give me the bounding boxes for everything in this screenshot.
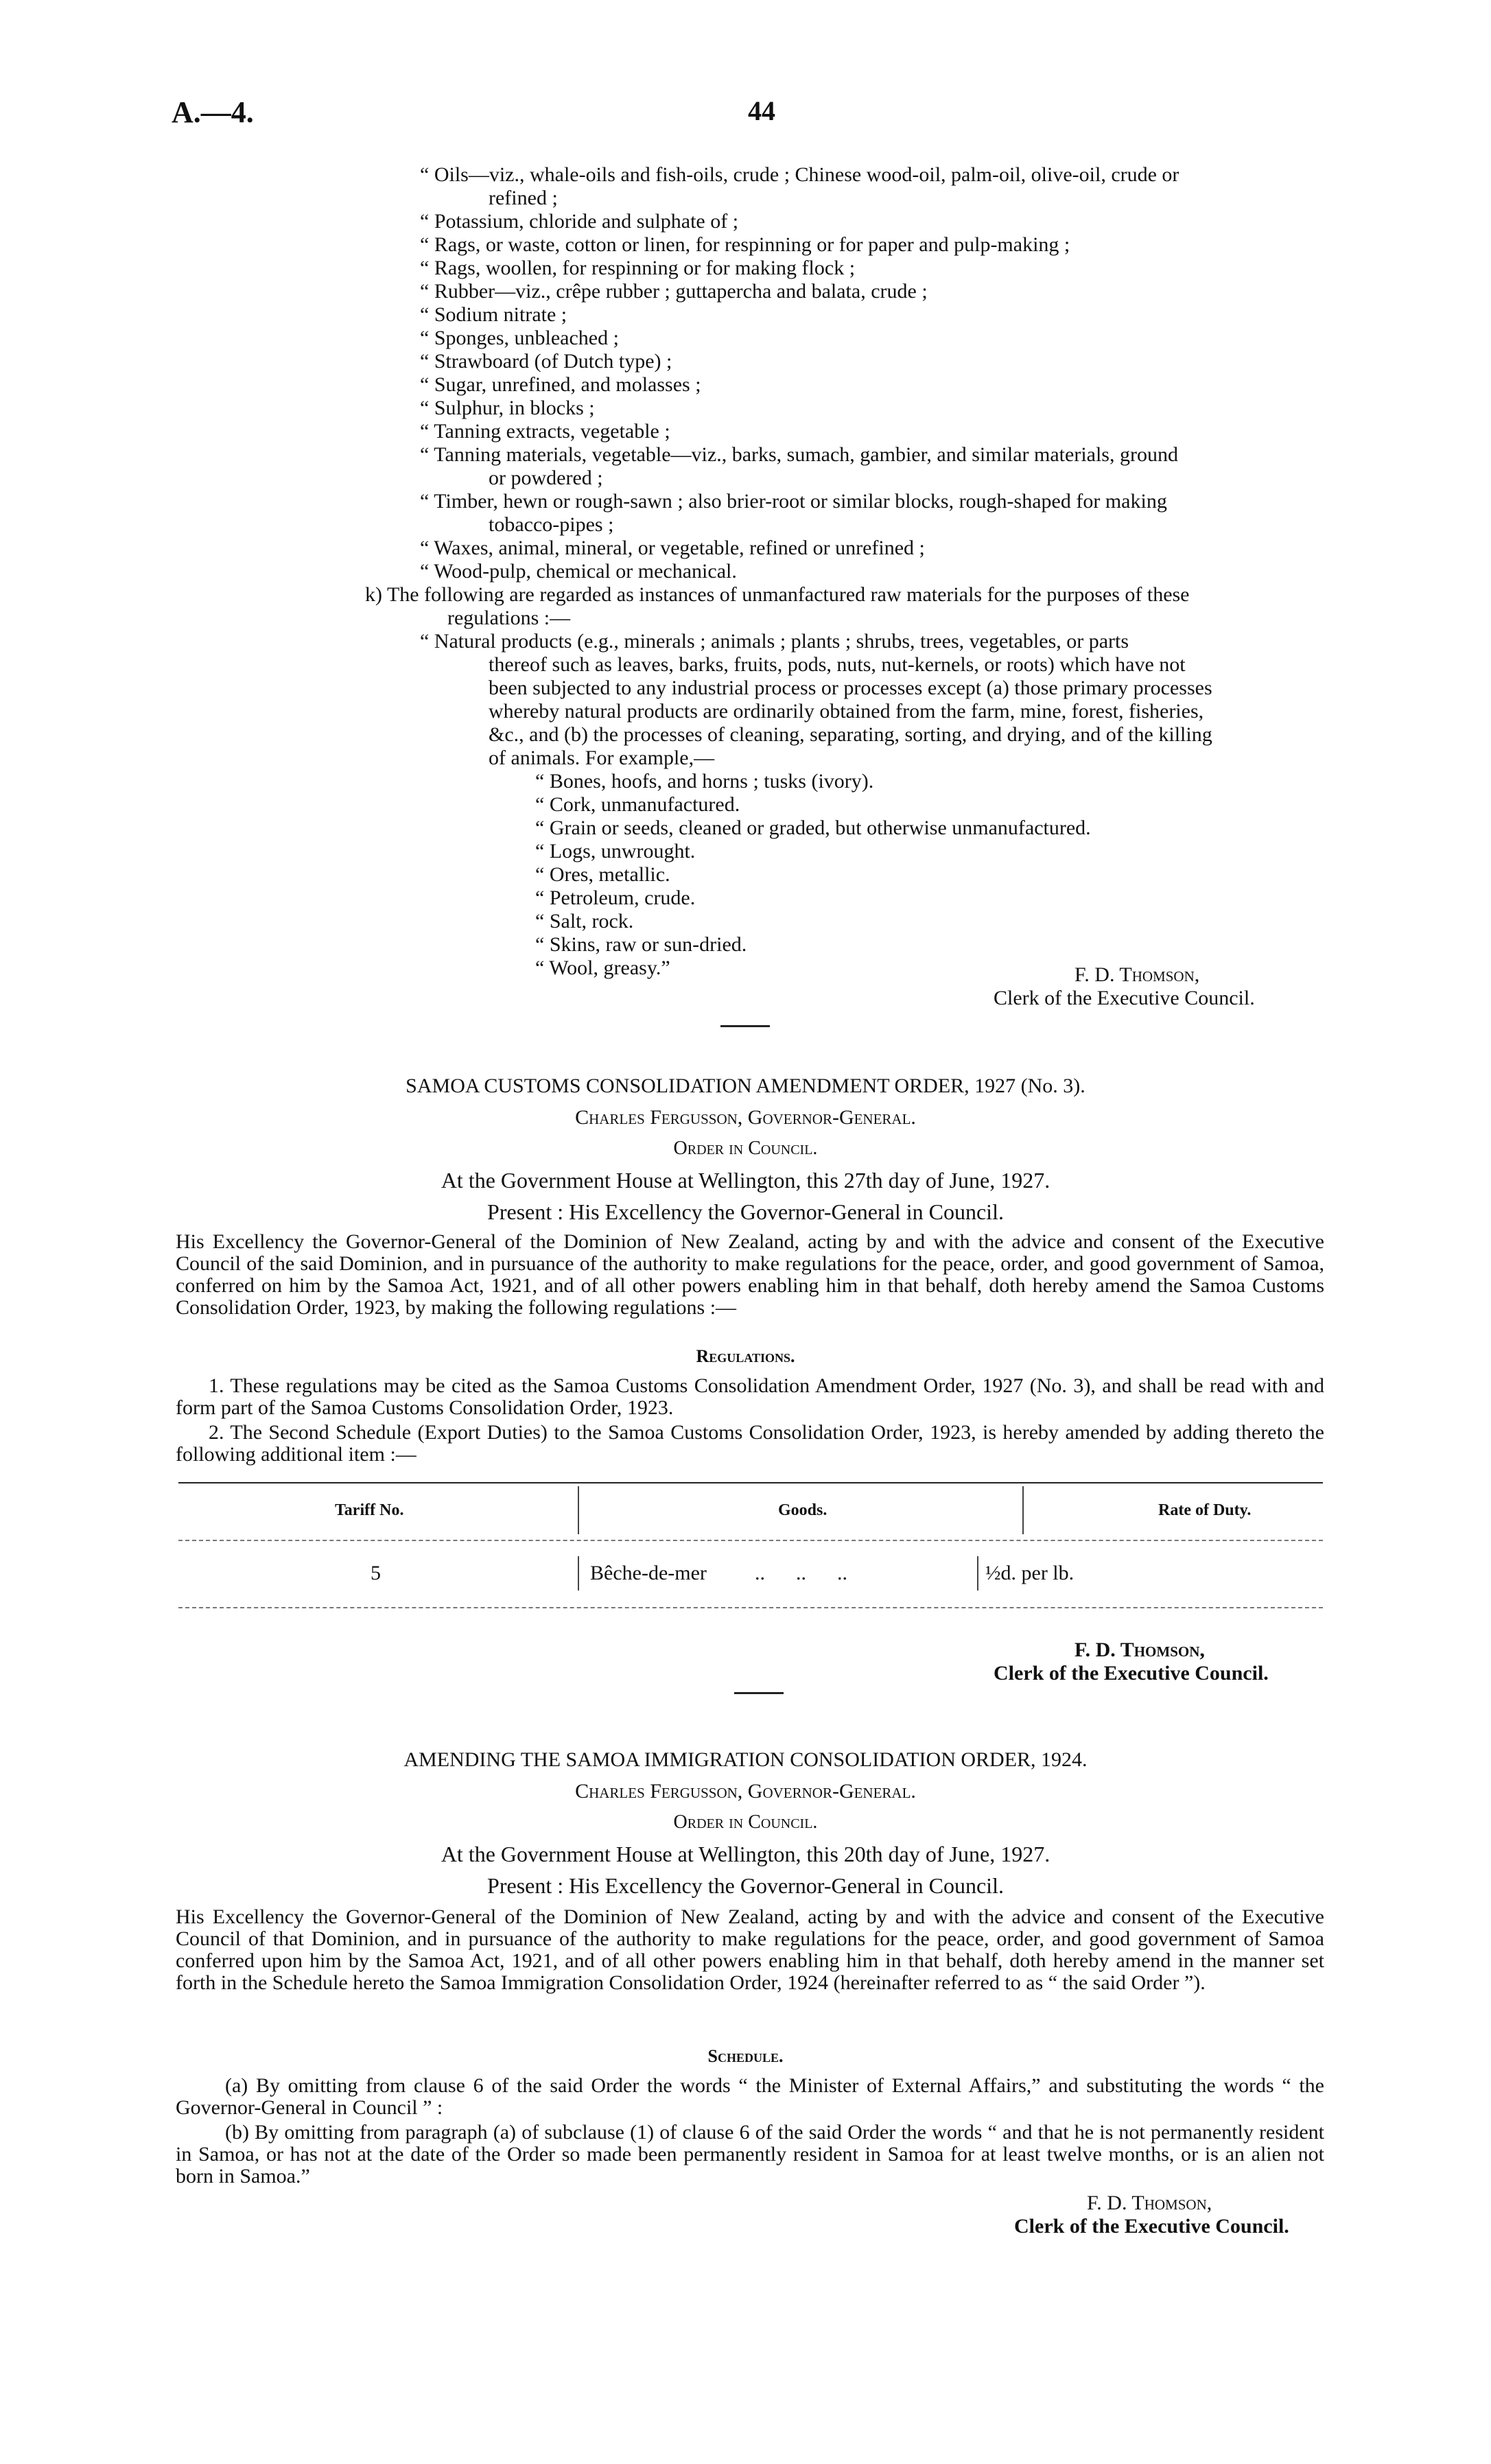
place-date-line: At the Government House at Wellington, this 27th day of June, 1927. bbox=[441, 1168, 1050, 1193]
example-item: “ Petroleum, crude. bbox=[535, 887, 696, 909]
column-header-tariff: Tariff No. bbox=[335, 1501, 404, 1519]
list-item: “ Tanning extracts, vegetable ; bbox=[420, 420, 670, 443]
signature-title: Clerk of the Executive Council. bbox=[994, 1662, 1269, 1685]
column-divider bbox=[578, 1486, 579, 1534]
list-item: “ Strawboard (of Dutch type) ; bbox=[420, 350, 672, 373]
example-item: “ Logs, unwrought. bbox=[535, 840, 696, 863]
governor-line: Charles Fergusson, Governor-General. bbox=[575, 1106, 916, 1129]
signature-name: F. D. Thomson, bbox=[1087, 2192, 1212, 2214]
natural-products-line: been subjected to any industrial process or processes except (a) those primary processes bbox=[489, 677, 1212, 699]
schedule-item-a: (a) By omitting from clause 6 of the said Order the words “ the Minister of External Affairs,” and substituting the words “ the Governor-General in Council ” : bbox=[176, 2074, 1324, 2119]
leader-dots: .. .. .. bbox=[755, 1562, 847, 1584]
column-divider bbox=[977, 1556, 978, 1591]
order-body: His Excellency the Governor-General of the Dominion of New Zealand, acting by and with the advice and consent of the Executive Council of the said Dominion, and in pursuance of the authority to make regulations for the peace, order, and good government of Samoa, conferred on him by the Samoa Act, 1921, and of all other powers enabling him in that behalf, doth hereby amend the Samoa Customs Consolidation Order, 1923, by making the following regulations :— bbox=[176, 1230, 1324, 1319]
natural-products-line: whereby natural products are ordinarily obtained from the farm, mine, forest, fisheries, bbox=[489, 700, 1204, 723]
example-item: “ Wool, greasy.” bbox=[535, 957, 670, 979]
example-item: “ Skins, raw or sun-dried. bbox=[535, 933, 747, 956]
present-line: Present : His Excellency the Governor-General in Council. bbox=[487, 1873, 1004, 1898]
natural-products-line: “ Natural products (e.g., minerals ; animals ; plants ; shrubs, trees, vegetables, or parts bbox=[420, 630, 1129, 653]
order-title: AMENDING THE SAMOA IMMIGRATION CONSOLIDATION ORDER, 1924. bbox=[403, 1748, 1088, 1771]
table-bottom-rule bbox=[178, 1607, 1323, 1608]
natural-products-line: thereof such as leaves, barks, fruits, pods, nuts, nut-kernels, or roots) which have not bbox=[489, 653, 1186, 676]
regulations-heading: Regulations. bbox=[696, 1346, 795, 1366]
clause-k-line: k) The following are regarded as instances of unmanfactured raw materials for the purposes of these bbox=[365, 583, 1190, 606]
list-item: “ Sodium nitrate ; bbox=[420, 303, 567, 326]
list-item: or powdered ; bbox=[489, 467, 603, 489]
example-item: “ Ores, metallic. bbox=[535, 863, 670, 886]
column-header-rate: Rate of Duty. bbox=[1158, 1501, 1252, 1519]
present-line: Present : His Excellency the Governor-General in Council. bbox=[487, 1199, 1004, 1224]
governor-line: Charles Fergusson, Governor-General. bbox=[575, 1780, 916, 1803]
list-item: “ Sugar, unrefined, and molasses ; bbox=[420, 373, 701, 396]
schedule-item-b: (b) By omitting from paragraph (a) of subclause (1) of clause 6 of the said Order the words “ and that he is not permanently resident in Samoa, or has not at the date of the Order so made been permanently resident in Samoa for at least twelve months, or is an alien not born in Samoa.” bbox=[176, 2121, 1324, 2187]
section-divider bbox=[720, 1025, 770, 1027]
column-header-goods: Goods. bbox=[778, 1501, 827, 1519]
list-item: refined ; bbox=[489, 187, 558, 209]
clause-k-line: regulations :— bbox=[447, 607, 571, 629]
list-item: “ Wood-pulp, chemical or mechanical. bbox=[420, 560, 737, 583]
header-rule bbox=[178, 1540, 1323, 1541]
signature-name: F. D. Thomson, bbox=[1075, 1639, 1205, 1661]
schedule-heading: Schedule. bbox=[707, 2046, 784, 2066]
list-item: tobacco-pipes ; bbox=[489, 513, 614, 536]
section-divider bbox=[734, 1692, 784, 1694]
example-item: “ Salt, rock. bbox=[535, 910, 634, 932]
table-top-rule bbox=[178, 1482, 1323, 1483]
signature-name: F. D. Thomson, bbox=[1075, 963, 1200, 986]
list-item: “ Potassium, chloride and sulphate of ; bbox=[420, 210, 739, 233]
signature-title: Clerk of the Executive Council. bbox=[1014, 2215, 1289, 2238]
natural-products-line: &c., and (b) the processes of cleaning, separating, sorting, and drying, and of the killing bbox=[489, 723, 1212, 746]
list-item: “ Waxes, animal, mineral, or vegetable, refined or unrefined ; bbox=[420, 537, 925, 559]
list-item: “ Rags, woollen, for respinning or for making flock ; bbox=[420, 257, 856, 279]
column-divider bbox=[578, 1556, 579, 1591]
order-body: His Excellency the Governor-General of the Dominion of New Zealand, acting by and with the advice and consent of the Executive Council of that Dominion, and in pursuance of the authority to make regulations for the peace, order, and good government of Samoa conferred upon him by the Samoa Act, 1921, and of all other powers enabling him in that behalf, doth hereby amend in the manner set forth in the Schedule hereto the Samoa Immigration Consolidation Order, 1924 (hereinafter referred to as “ the said Order ”). bbox=[176, 1905, 1324, 1994]
cell-rate: ½d. per lb. bbox=[985, 1562, 1075, 1584]
list-item: “ Sulphur, in blocks ; bbox=[420, 397, 595, 419]
list-item: “ Rags, or waste, cotton or linen, for respinning or for paper and pulp-making ; bbox=[420, 233, 1070, 256]
place-date-line: At the Government House at Wellington, this 20th day of June, 1927. bbox=[441, 1842, 1050, 1866]
list-item: “ Rubber—viz., crêpe rubber ; guttapercha and balata, crude ; bbox=[420, 280, 928, 303]
example-item: “ Grain or seeds, cleaned or graded, but otherwise unmanufactured. bbox=[535, 817, 1091, 839]
order-in-council: Order in Council. bbox=[673, 1138, 818, 1159]
cell-tariff: 5 bbox=[371, 1562, 381, 1584]
regulation-2: 2. The Second Schedule (Export Duties) to the Samoa Customs Consolidation Order, 1923, is hereby amended by adding thereto the following additional item :— bbox=[176, 1421, 1324, 1466]
list-item: “ Sponges, unbleached ; bbox=[420, 327, 619, 349]
example-item: “ Bones, hoofs, and horns ; tusks (ivory). bbox=[535, 770, 874, 793]
order-in-council: Order in Council. bbox=[673, 1811, 818, 1833]
list-item: “ Timber, hewn or rough-sawn ; also brier-root or similar blocks, rough-shaped for making bbox=[420, 490, 1167, 513]
document-reference: A.—4. bbox=[172, 95, 254, 129]
order-title: SAMOA CUSTOMS CONSOLIDATION AMENDMENT ORDER, 1927 (No. 3). bbox=[406, 1075, 1085, 1097]
natural-products-line: of animals. For example,— bbox=[489, 747, 715, 769]
signature-title: Clerk of the Executive Council. bbox=[994, 987, 1255, 1009]
list-item: “ Tanning materials, vegetable—viz., barks, sumach, gambier, and similar materials, ground bbox=[420, 443, 1178, 466]
page-number: 44 bbox=[748, 95, 775, 126]
regulation-1: 1. These regulations may be cited as the Samoa Customs Consolidation Amendment Order, 1927 (No. 3), and shall be read with and form part of the Samoa Customs Consolidation Order, 1923. bbox=[176, 1374, 1324, 1419]
column-divider bbox=[1022, 1486, 1024, 1534]
cell-goods: Bêche-de-mer bbox=[590, 1562, 707, 1584]
example-item: “ Cork, unmanufactured. bbox=[535, 793, 740, 816]
list-item: “ Oils—viz., whale-oils and fish-oils, crude ; Chinese wood-oil, palm-oil, olive-oil, crude or bbox=[420, 163, 1179, 186]
